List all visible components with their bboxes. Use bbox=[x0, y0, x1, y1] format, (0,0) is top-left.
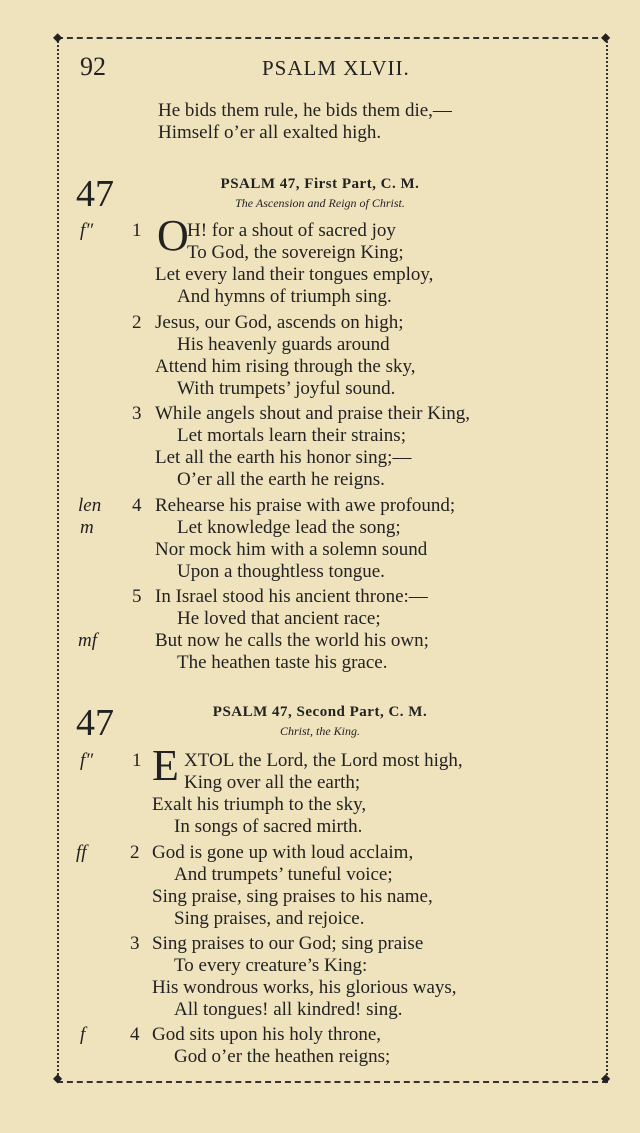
verse-line: God is gone up with loud acclaim, bbox=[152, 842, 414, 863]
verse-line: To every creature’s King: bbox=[174, 955, 368, 976]
verse-number: 4 bbox=[130, 1024, 140, 1045]
verse-line: King over all the earth; bbox=[184, 772, 361, 793]
drop-cap: O bbox=[157, 211, 189, 260]
dynamic-marking: ff bbox=[76, 842, 87, 863]
verse-line: Jesus, our God, ascends on high; bbox=[155, 312, 404, 333]
psalm-subtitle: The Ascension and Reign of Christ. bbox=[235, 196, 405, 210]
verse-line: All tongues! all kindred! sing. bbox=[174, 999, 403, 1020]
psalm-title: PSALM 47, Second Part, C. M. bbox=[212, 704, 428, 720]
verse-line: Let all the earth his honor sing;— bbox=[155, 447, 412, 468]
verse-line: XTOL the Lord, the Lord most high, bbox=[184, 750, 463, 771]
verse-line: With trumpets’ joyful sound. bbox=[177, 378, 396, 399]
psalm-title: PSALM 47, First Part, C. M. bbox=[220, 176, 420, 192]
corner-ornament-icon: ◆ bbox=[53, 30, 63, 44]
verse-line: Exalt his triumph to the sky, bbox=[152, 794, 367, 815]
verse-line: Let every land their tongues employ, bbox=[155, 264, 434, 285]
verse-line: But now he calls the world his own; bbox=[155, 630, 429, 651]
drop-cap: E bbox=[152, 741, 179, 790]
verse-line: His heavenly guards around bbox=[177, 334, 390, 355]
verse-line: To God, the sovereign King; bbox=[187, 242, 404, 263]
verse-line: And trumpets’ tuneful voice; bbox=[174, 864, 393, 885]
verse-number: 1 bbox=[132, 750, 142, 771]
verse-line: God sits upon his holy throne, bbox=[152, 1024, 382, 1045]
verse-number: 1 bbox=[132, 220, 142, 241]
verse-line: Attend him rising through the sky, bbox=[155, 356, 416, 377]
continuation-line: Himself o’er all exalted high. bbox=[158, 122, 382, 143]
verse-line: His wondrous works, his glorious ways, bbox=[152, 977, 457, 998]
page-header bbox=[0, 50, 640, 86]
verse-line: Sing praises to our God; sing praise bbox=[152, 933, 424, 954]
verse-line: Let knowledge lead the song; bbox=[177, 517, 401, 538]
dynamic-marking: f″ bbox=[80, 750, 94, 771]
verse-line: In Israel stood his ancient throne:— bbox=[155, 586, 428, 607]
verse-number: 3 bbox=[132, 403, 142, 424]
dynamic-marking: mf bbox=[78, 630, 97, 651]
dynamic-marking: f bbox=[80, 1024, 86, 1045]
dynamic-marking: f″ bbox=[80, 220, 94, 241]
left-border-rule bbox=[57, 37, 59, 1079]
verse-line: Nor mock him with a solemn sound bbox=[155, 539, 428, 560]
corner-ornament-icon: ◆ bbox=[601, 1071, 611, 1085]
verse-number: 2 bbox=[132, 312, 142, 333]
running-head: PSALM XLVII. bbox=[262, 56, 410, 80]
verse-line: And hymns of triumph sing. bbox=[177, 286, 392, 307]
psalm-number: 47 bbox=[76, 173, 114, 215]
verse-line: Rehearse his praise with awe profound; bbox=[155, 495, 456, 516]
page-number: 92 bbox=[80, 52, 106, 81]
verse-number: 5 bbox=[132, 586, 142, 607]
dynamic-marking: m bbox=[80, 517, 94, 538]
verse-line: In songs of sacred mirth. bbox=[174, 816, 363, 837]
psalm-number: 47 bbox=[76, 702, 114, 744]
verse-line: Upon a thoughtless tongue. bbox=[177, 561, 385, 582]
verse-line: While angels shout and praise their King, bbox=[155, 403, 471, 424]
verse-line: O’er all the earth he reigns. bbox=[177, 469, 385, 490]
verse-number: 2 bbox=[130, 842, 140, 863]
verse-line: Let mortals learn their strains; bbox=[177, 425, 406, 446]
verse-number: 4 bbox=[132, 495, 142, 516]
corner-ornament-icon: ◆ bbox=[53, 1071, 63, 1085]
psalm-subtitle: Christ, the King. bbox=[279, 724, 360, 738]
verse-line: H! for a shout of sacred joy bbox=[187, 220, 396, 241]
verse-line: Sing praises, and rejoice. bbox=[174, 908, 365, 929]
verse-line: Sing praise, sing praises to his name, bbox=[152, 886, 433, 907]
corner-ornament-icon: ◆ bbox=[601, 30, 611, 44]
verse-line: God o’er the heathen reigns; bbox=[174, 1046, 391, 1067]
right-border-rule bbox=[606, 37, 608, 1079]
verse-line: He loved that ancient race; bbox=[177, 608, 381, 629]
verse-line: The heathen taste his grace. bbox=[177, 652, 388, 673]
dynamic-marking: len bbox=[78, 495, 102, 516]
verse-number: 3 bbox=[130, 933, 140, 954]
continuation-line: He bids them rule, he bids them die,— bbox=[158, 100, 452, 121]
